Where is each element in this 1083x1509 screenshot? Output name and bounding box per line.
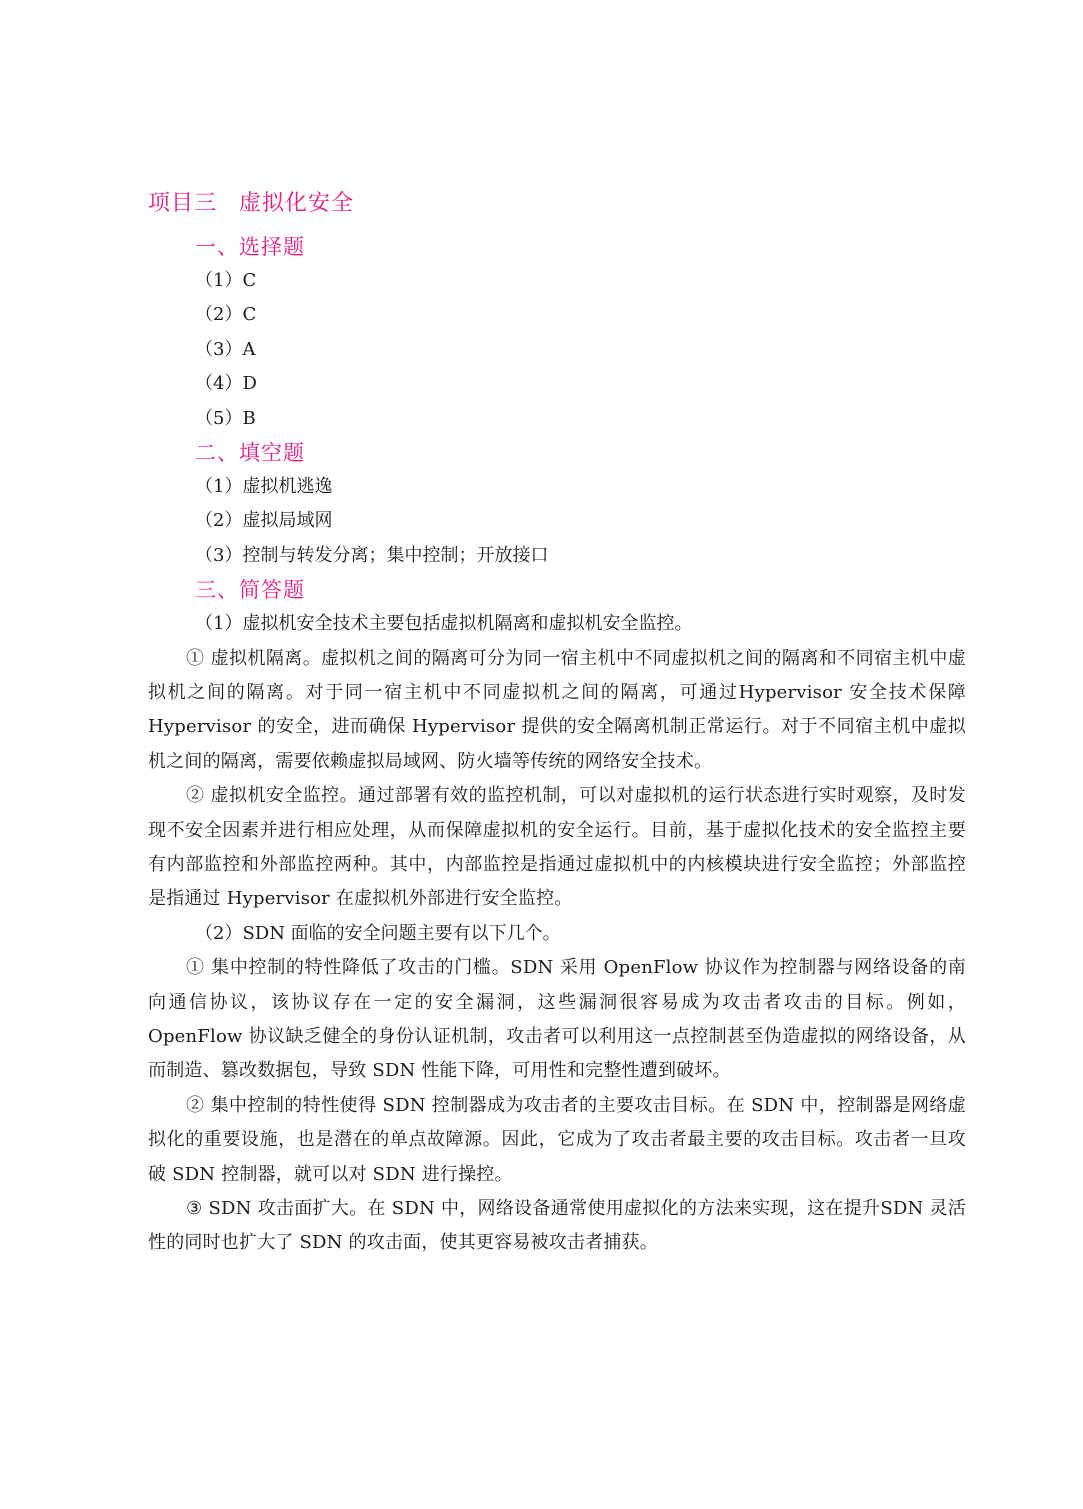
choice-answer-3: （3）A <box>195 338 256 360</box>
short-q1-paragraph-1: ① 虚拟机隔离。虚拟机之间的隔离可分为同一宿主机中不同虚拟机之间的隔离和不同宿主机中虚拟机之间的隔离。对于同一宿主机中不同虚拟机之间的隔离，可通过Hypervisor 安全技术保障 Hypervisor 的安全，进而确保 Hypervisor 提供的安全隔离机制正常运行。对于不同宿主机中虚拟机之间的隔离，需要依赖虚拟局域网、防火墙等传统的网络安全技术。 <box>148 647 966 772</box>
section-heading-short: 三、简答题 <box>195 578 305 603</box>
short-q1-paragraph-2: ② 虚拟机安全监控。通过部署有效的监控机制，可以对虚拟机的运行状态进行实时观察，及时发现不安全因素并进行相应处理，从而保障虚拟机的安全运行。目前，基于虚拟化技术的安全监控主要有内部监控和外部监控两种。其中，内部监控是指通过虚拟机中的内核模块进行安全监控；外部监控是指通过 Hypervisor 在虚拟机外部进行安全监控。 <box>148 785 966 910</box>
short-q2-paragraph-1: ① 集中控制的特性降低了攻击的门槛。SDN 采用 OpenFlow 协议作为控制器与网络设备的南向通信协议，该协议存在一定的安全漏洞，这些漏洞很容易成为攻击者攻击的目标。例如，OpenFlow 协议缺乏健全的身份认证机制，攻击者可以利用这一点控制甚至伪造虚拟的网络设备，从而制造、篡改数据包，导致 SDN 性能下降，可用性和完整性遭到破坏。 <box>148 957 966 1082</box>
project-name: 虚拟化安全 <box>239 191 355 216</box>
short-q2-paragraph-3: ③ SDN 攻击面扩大。在 SDN 中，网络设备通常使用虚拟化的方法来实现，这在提升SDN 灵活性的同时也扩大了 SDN 的攻击面，使其更容易被攻击者捕获。 <box>148 1198 966 1254</box>
choice-answer-1: （1）C <box>195 270 257 291</box>
section-heading-fill: 二、填空题 <box>195 440 305 465</box>
page-content <box>148 186 966 1261</box>
choice-answer-5: （5）B <box>195 407 256 429</box>
fill-answer-2: （2）虚拟局域网 <box>195 510 333 532</box>
project-number: 项目三 <box>148 191 218 216</box>
choice-answer-4: （4）D <box>195 373 257 395</box>
page-title <box>148 186 966 222</box>
choice-answer-2: （2）C <box>195 304 257 326</box>
fill-answer-1: （1）虚拟机逃逸 <box>195 475 333 497</box>
short-question-1: （1）虚拟机安全技术主要包括虚拟机隔离和虚拟机安全监控。 <box>195 613 693 635</box>
short-question-2: （2）SDN 面临的安全问题主要有以下几个。 <box>195 922 561 944</box>
short-q2-paragraph-2: ② 集中控制的特性使得 SDN 控制器成为攻击者的主要攻击目标。在 SDN 中，控制器是网络虚拟化的重要设施，也是潜在的单点故障源。因此，它成为了攻击者最主要的攻击目标。攻击者一旦攻破 SDN 控制器，就可以对 SDN 进行操控。 <box>148 1094 966 1185</box>
fill-answer-3: （3）控制与转发分离；集中控制；开放接口 <box>195 544 549 566</box>
section-heading-choice: 一、选择题 <box>195 235 305 259</box>
